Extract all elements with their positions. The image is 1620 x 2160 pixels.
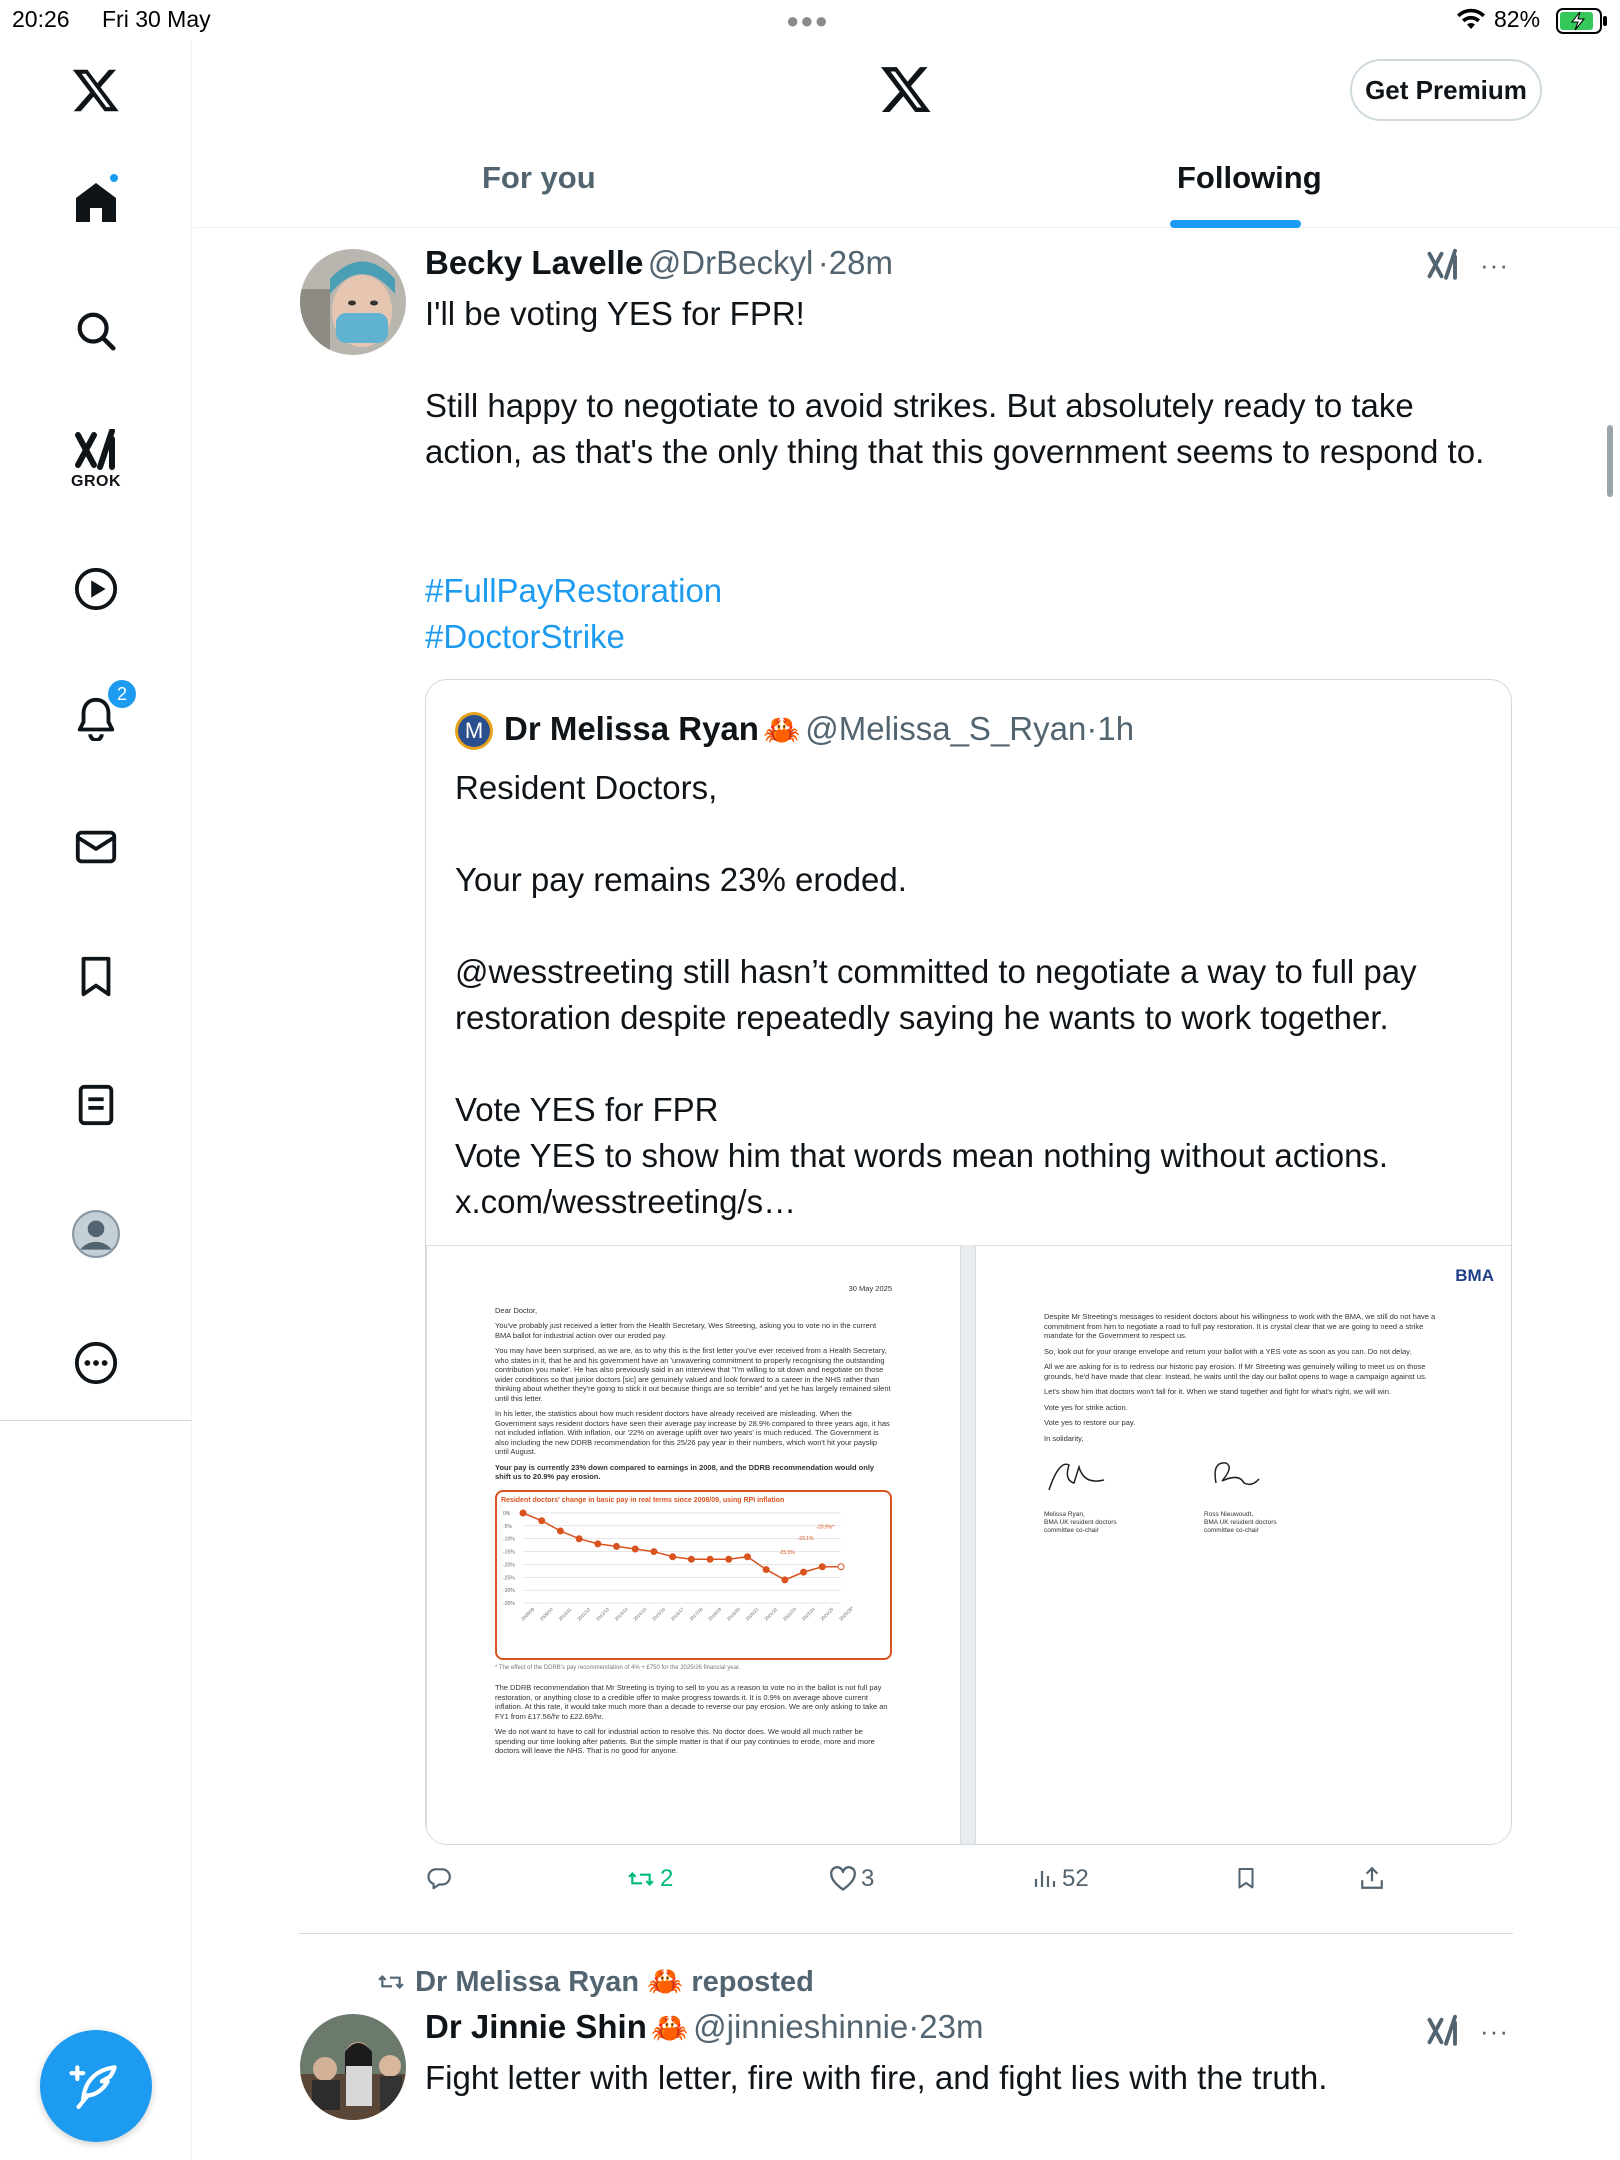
tab-for-you[interactable]: For you [482,160,596,195]
home-icon [72,178,120,226]
x-logo-icon [71,65,121,115]
chart-point [782,1577,788,1583]
chart-x-tick: 2009/10 [538,1606,554,1622]
play-circle-icon [73,566,119,612]
crab-emoji: 🦀 [651,2012,689,2045]
compose-feather-icon [68,2058,124,2114]
chart-x-tick: 2022/23 [782,1606,798,1622]
letter-paragraph: In his letter, the statistics about how much resident doctors have already received are misleading. When the Government says resident doctors have seen their average pay increase by 28.9% compared to three years ago, it has not included inflation. With inflation, our '22% on average uplift over two years' is much reduced. The Government is also including the new DDRB recommendation for this 25/26 pay year in their numbers, which won't hit your payslip until August. [495,1409,890,1456]
chart-x-tick: 2015/16 [651,1606,667,1622]
letter-paragraph: You may have been surprised, as we are, as to why this is the first letter you've ever received from a Health Secretary, who states in it, that he and his government have an 'unwavering commitment to properly recognising the outstanding contribution you make'. He has also previously said in an interview that "I'm willing to sit down and negotiate on those wider conditions so that junior doctors [sic] are genuinely valued and look forward to a career in the NHS rather than thinking about whether they're going to stick it out because things are so terrible" and yet he has largely remained silent until this letter. [495,1346,891,1403]
compose-button[interactable] [40,2030,152,2142]
letter-paragraph: All we are asking for is to redress our historic pay erosion. If Mr Streeting was genuinely willing to meet us on those grounds, he'd have made that clear. Instead, he waits until the day our ballot opens to wage a campaign against us. [1044,1362,1427,1381]
chart-point [763,1567,769,1573]
signature-image [1044,1455,1114,1495]
chart-point [576,1536,582,1542]
chart-footnote: * The effect of the DDRB's pay recommendation of 4% + £750 for the 2025/26 financial year. [495,1664,741,1671]
repost-count: 2 [660,1865,674,1892]
grok-explain-button[interactable] [1425,2014,1461,2053]
sidebar-item-video[interactable] [56,549,136,629]
chart-x-tick: 2016/17 [669,1606,685,1622]
bma-logo: BMA [1455,1266,1494,1285]
avatar[interactable] [300,249,406,355]
x-logo-header[interactable] [879,62,933,121]
sidebar-item-profile[interactable] [56,1194,136,1274]
chart-y-tick: -30% [503,1588,515,1595]
chart-y-tick: -5% [503,1523,512,1530]
chart-x-tick: 2017/18 [688,1606,704,1622]
author-handle[interactable]: @jinnieshinnie [693,2008,909,2045]
share-button[interactable] [1359,1865,1385,1891]
grok-icon [1425,2014,1461,2048]
author-name[interactable]: Becky Lavelle [425,244,644,281]
chart-x-tick: 2019/20 [725,1606,741,1622]
dot-separator: · [1086,710,1098,747]
dot-separator: · [908,2008,920,2045]
tweet-header [425,244,893,282]
quote-header [504,710,1134,748]
chart-point [726,1556,732,1562]
multitasking-dots[interactable]: ●●● [786,8,829,33]
dot-separator: · [817,244,829,281]
status-bar [0,0,1620,40]
reposter-name[interactable]: Dr Melissa Ryan [415,1966,640,1998]
letter-paragraph: The DDRB recommendation that Mr Streeting is trying to sell to you as a reason to vote no in the ballot is not full pay restoration, or anything close to a credible offer to make progress towards it. It is 0.9% on average above current inflation. At this rate, it would take much more than a decade to reverse our pay erosion. We are only asking to take an FY1 from £17.56/hr to £22.69/hr. [495,1683,888,1721]
repost-button[interactable] [626,1865,673,1893]
author-handle[interactable]: @DrBeckyl [647,244,814,281]
chart-point [688,1556,694,1562]
chart-y-tick: -20% [503,1562,515,1569]
tweet-header [425,2008,983,2046]
grok-label: GROK [71,473,121,490]
like-count: 3 [861,1865,875,1892]
tab-following[interactable]: Following [1177,160,1322,195]
battery-icon [1556,8,1608,40]
sidebar-item-messages[interactable] [56,807,136,887]
author-name[interactable]: Dr Jinnie Shin [425,2008,647,2045]
mail-icon [73,824,119,870]
sidebar-item-notifications[interactable] [56,678,136,758]
chart-x-tick: 2011/12 [576,1606,592,1622]
quote-avatar-letter: M [458,715,490,747]
chart-point [819,1564,825,1570]
bookmark-icon [1234,1865,1258,1891]
hashtag-link[interactable]: #FullPayRestoration [425,572,723,609]
chart-y-tick: -25% [503,1575,515,1582]
status-date: Fri 30 May [102,6,211,32]
status-time: 20:26 [12,6,70,32]
chart-point [520,1510,526,1516]
signatures [1044,1449,1444,1559]
quote-avatar [455,712,493,750]
sidebar-item-explore[interactable] [56,291,136,371]
chart-point [838,1564,844,1570]
more-options-icon[interactable]: ··· [1480,250,1509,280]
more-circle-icon [73,1340,119,1386]
chart-point [557,1528,563,1534]
grok-icon [72,429,120,471]
letter-paragraph: In solidarity, [1044,1433,1084,1443]
heart-icon [829,1866,857,1892]
repost-context [375,1965,814,1999]
sidebar-item-home[interactable] [56,162,136,242]
search-icon [73,308,119,354]
like-button[interactable] [829,1865,874,1893]
list-icon [73,1082,119,1128]
chart-point [539,1518,545,1524]
tweet-text: I'll be voting YES for FPR! Still happy to negotiate to avoid strikes. But absolutely ready to take action, as that's the only thing that this government seems to respond to. [425,295,1485,470]
letter-paragraph: Despite Mr Streeting's messages to resident doctors about his willingness to work with the BMA, we still do not have a commitment from him to negotiate a road to full pay restoration. It is crystal clear that we are going to need a strike mandate for the Government to respect us. [1044,1312,1436,1340]
home-new-dot [108,172,120,184]
letter-paragraph: Let's show him that doctors won't fall for it. When we stand together and fight for what's right, we will win. [1044,1387,1391,1396]
letter-date: 30 May 2025 [848,1284,892,1293]
chart-x-tick: 2012/13 [594,1606,611,1622]
chart-annotation: -25.5% [778,1549,795,1556]
sidebar-item-more[interactable] [56,1323,136,1403]
letter-paragraph: Vote yes for strike action. [1044,1402,1128,1412]
letter-salutation: Dear Doctor, [495,1305,538,1315]
tweet-text: Fight letter with letter, fire with fire, and fight lies with the truth. [425,2059,1328,2096]
chart-point [651,1549,657,1555]
chart-point [614,1543,620,1549]
quoted-tweet[interactable] [425,679,1512,1845]
signature-name: Ross Nieuwoudt, BMA UK resident doctors committee co-chair [1204,1511,1277,1534]
tweet-time[interactable]: 23m [919,2008,984,2045]
chart-annotation: -23.1% [797,1536,814,1543]
x-logo-link[interactable] [56,50,136,130]
chart-series-line [523,1513,841,1580]
grok-explain-button[interactable] [1425,248,1461,287]
chart-x-tick: 2018/19 [707,1606,723,1622]
chart-point [801,1569,807,1575]
views-icon [1032,1867,1056,1891]
chart-x-tick: 2010/11 [557,1606,573,1622]
letter-paragraph: You've probably just received a letter from the Health Secretary, Wes Streeting, asking you to vote no in the current BMA ballot for industrial action over our eroded pay. [495,1321,877,1340]
bookmark-button[interactable] [1234,1865,1258,1891]
tweet-time[interactable]: 28m [828,244,893,281]
battery-percent: 82% [1494,6,1541,32]
views-count: 52 [1062,1865,1089,1892]
chart-point [670,1554,676,1560]
letter-paragraph: So, look out for your orange envelope and return your ballot with a YES vote as soon as you can. Do not delay. [1044,1346,1412,1356]
wifi-icon [1456,7,1486,37]
chart-x-tick: 2008/09 [520,1606,536,1622]
quote-text: Resident Doctors, Your pay remains 23% eroded. @wesstreeting still hasn’t committed to negotiate a way to full pay restoration despite repeatedly saying he wants to work together. Vote YES for FPR Vote YES to show him that words mean nothing without actions. x.com/wesstreeting/s… [455,769,1417,1220]
letter-paragraph: Vote yes to restore our pay. [1044,1418,1136,1427]
sidebar-divider [0,1420,192,1421]
repost-icon [375,1969,407,1995]
chart-x-tick: 2014/15 [632,1606,648,1622]
scrollbar[interactable] [1607,425,1613,497]
letter-page-2-image[interactable] [975,1245,1512,1845]
chart-plot [501,1505,871,1645]
chart-title: Resident doctors' change in basic pay in real terms since 2008/09, using RPI inflation [501,1496,785,1504]
chart-x-tick: 2021/22 [763,1606,779,1622]
crab-emoji: 🦀 [647,1966,684,1998]
chart-x-tick: 2023/24 [800,1606,816,1622]
chart-x-tick: 2024/25 [819,1606,835,1622]
share-icon [1359,1865,1385,1891]
reposted-label: reposted [691,1966,814,1998]
tweet-divider [299,1933,1513,1934]
x-logo-icon [879,62,933,116]
chart-y-tick: -10% [503,1536,515,1543]
chart-point [707,1556,713,1562]
tab-active-indicator [1170,220,1301,228]
pay-chart [495,1490,892,1660]
chart-x-tick: 2013/14 [613,1606,629,1622]
repost-icon [626,1866,656,1892]
chart-x-tick: 2020/21 [744,1606,760,1622]
chart-y-tick: -15% [503,1549,515,1556]
letter-paragraph: We do not want to have to call for industrial action to resolve this. No doctor does. We would all much rather be spending our time looking after patients. But the simple matter is that if our pay continues to erode, more and more doctors will leave the NHS. That is no good for anyone. [495,1727,875,1755]
timeline-header [193,40,1620,228]
reply-button[interactable] [426,1865,452,1891]
chart-point [744,1554,750,1560]
letter-paragraph: Your pay is currently 23% down compared to earnings in 2008, and the DDRB recommendation would only shift us to 20.9% pay erosion. [495,1462,875,1481]
signature-name: Melissa Ryan, BMA UK resident doctors committee co-chair [1044,1511,1117,1534]
sidebar-item-grok[interactable] [56,420,136,500]
get-premium-button[interactable]: Get Premium [1350,59,1542,121]
views-button[interactable] [1032,1865,1089,1893]
crab-emoji: 🦀 [763,714,801,747]
letter-page-1-image[interactable] [426,1245,961,1845]
notifications-badge: 2 [106,678,138,710]
signature-image [1204,1453,1264,1493]
sidebar-item-bookmarks[interactable] [56,936,136,1016]
sidebar-item-lists[interactable] [56,1065,136,1145]
profile-avatar-icon [71,1209,121,1259]
chart-y-tick: -35% [503,1601,515,1607]
reply-icon [426,1865,452,1891]
quote-time: 1h [1097,710,1135,747]
chart-annotation: -20.9%* [816,1524,835,1531]
quote-author-handle: @Melissa_S_Ryan [805,710,1087,747]
quote-author-name: Dr Melissa Ryan [504,710,759,747]
chart-point [632,1546,638,1552]
chart-point [595,1541,601,1547]
sidebar [0,40,192,2160]
chart-y-tick: 0% [503,1511,511,1517]
avatar[interactable] [300,2014,406,2120]
bookmark-icon [73,953,119,999]
image-gap [961,1245,975,1845]
more-options-icon[interactable]: ··· [1480,2016,1509,2046]
chart-x-tick: 2025/26* [838,1605,855,1622]
grok-icon [1425,248,1461,282]
hashtag-link[interactable]: #DoctorStrike [425,618,625,655]
